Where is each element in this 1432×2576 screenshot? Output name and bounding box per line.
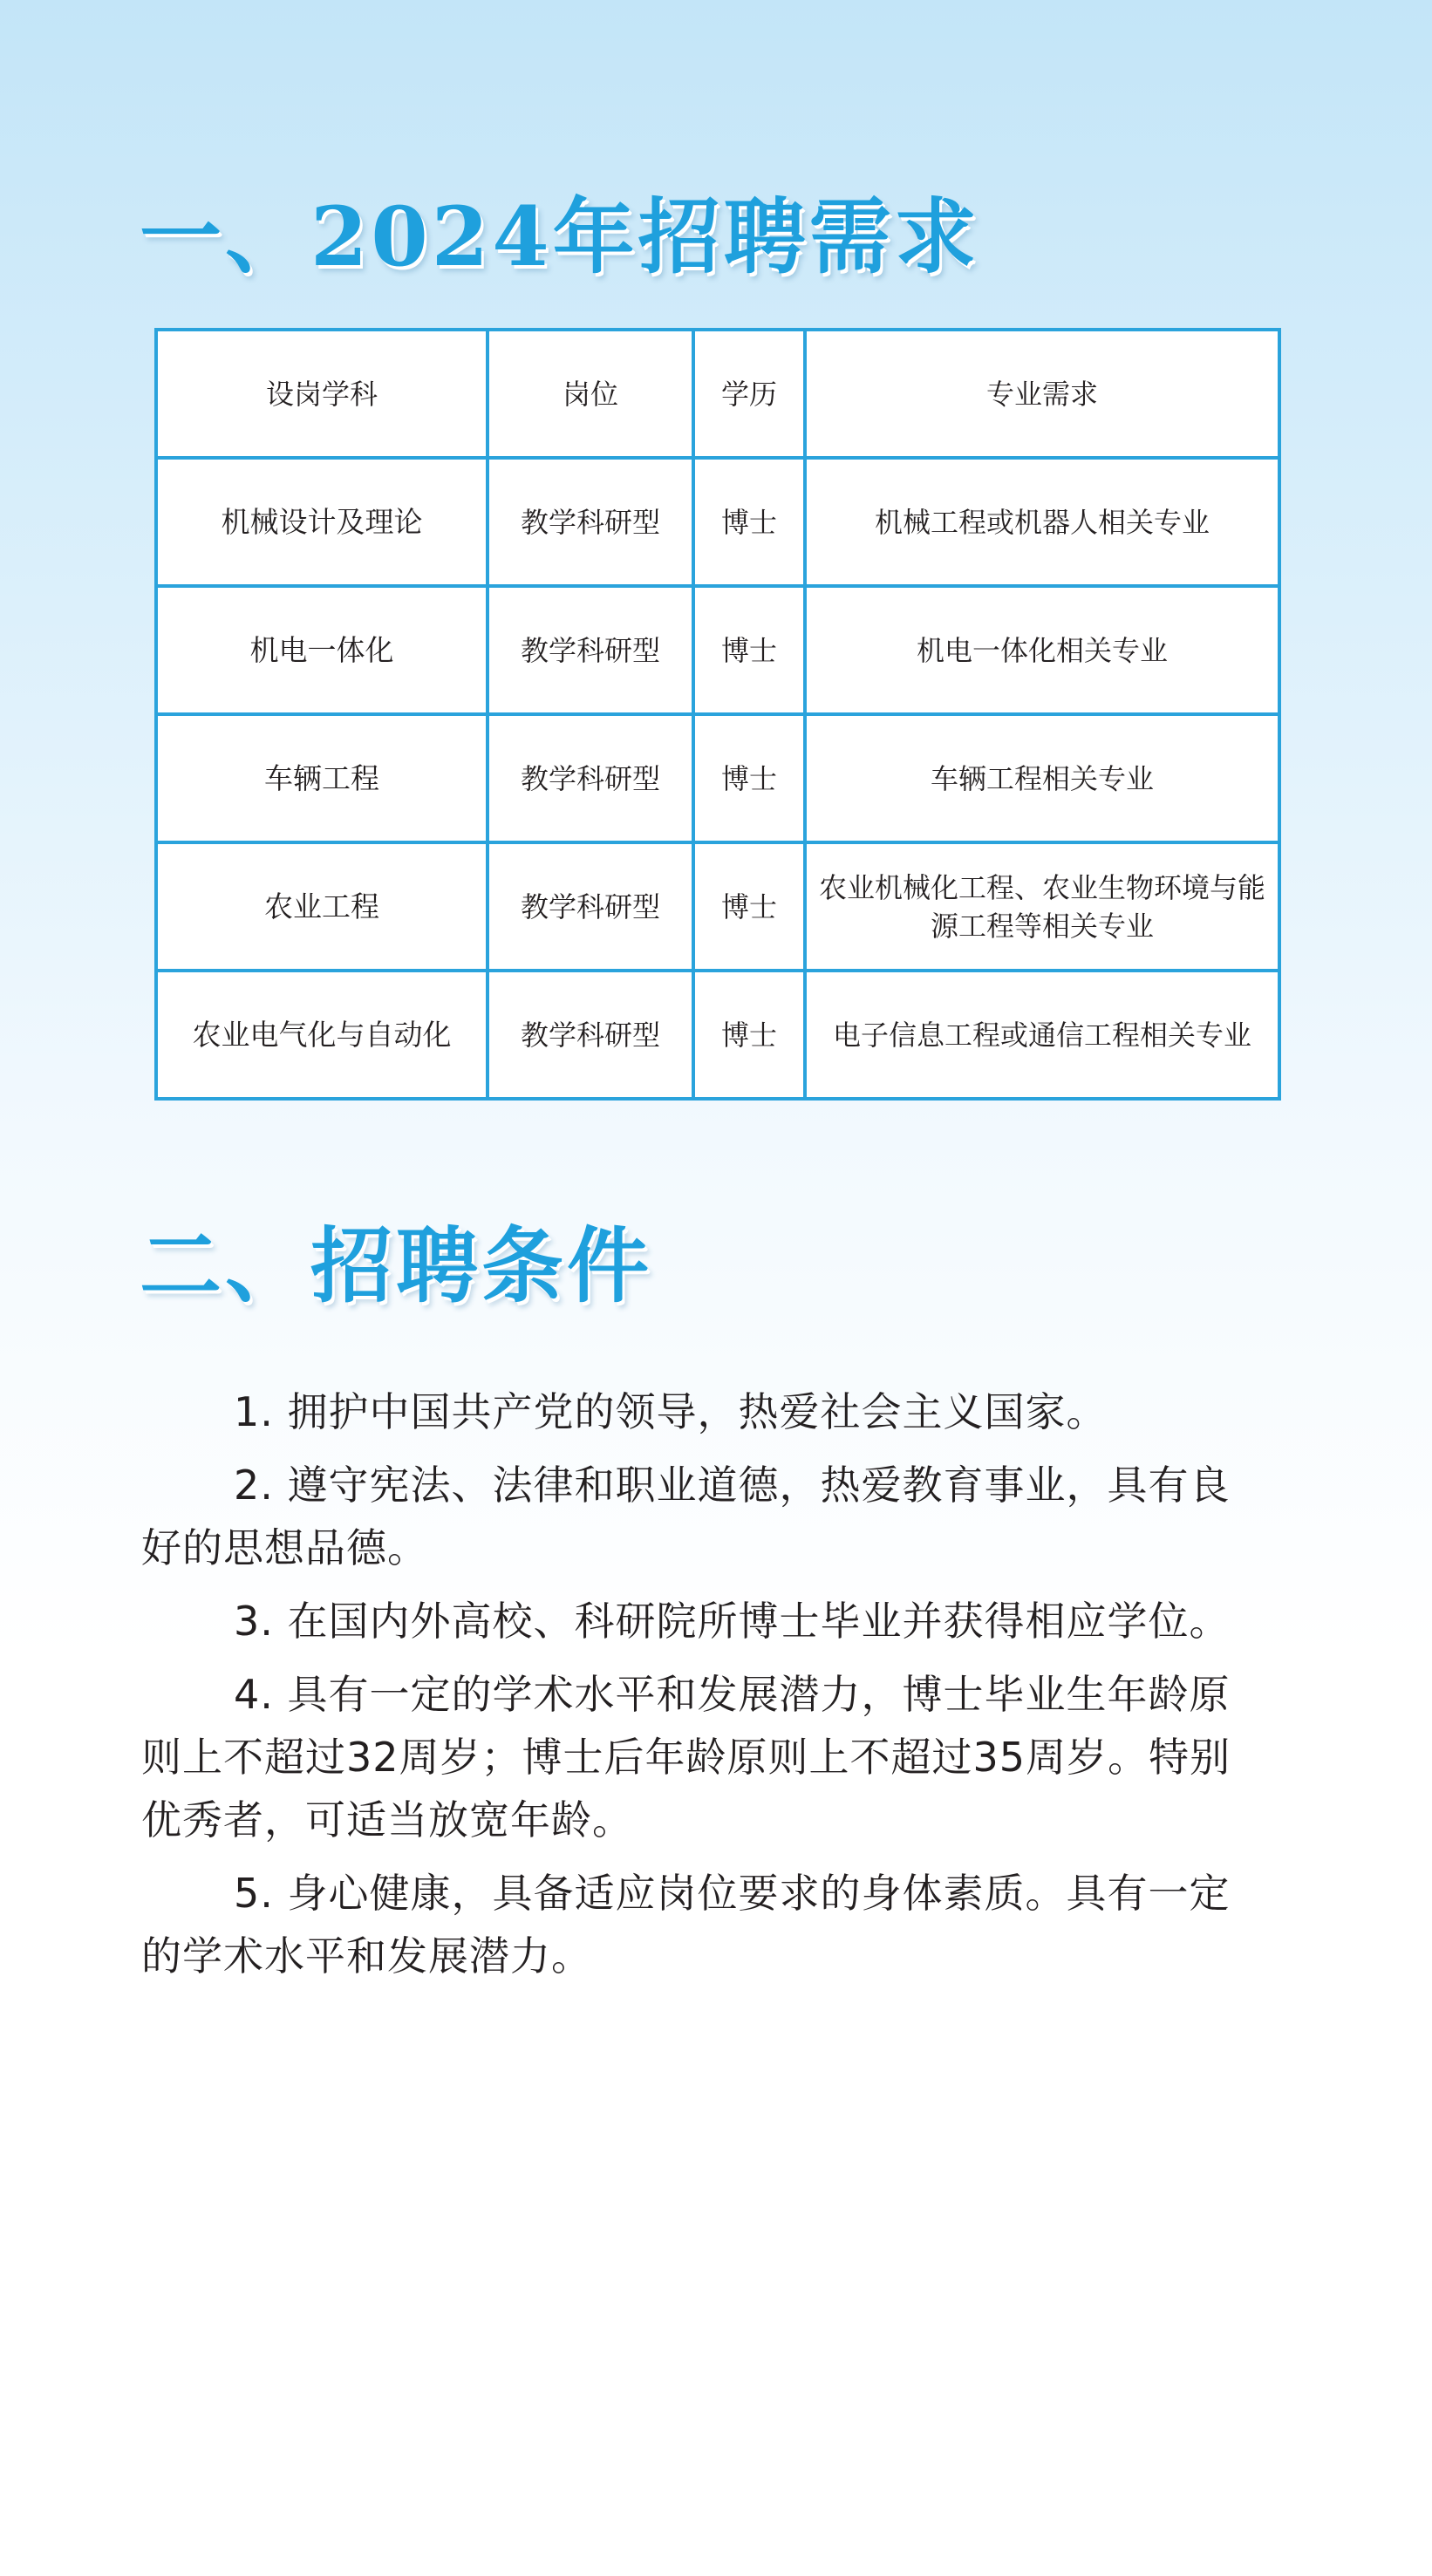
cell-major: 车辆工程相关专业 (805, 714, 1279, 842)
cell-major: 机械工程或机器人相关专业 (805, 458, 1279, 586)
condition-item: 1. 拥护中国共产党的领导，热爱社会主义国家。 (234, 1388, 1108, 1435)
recruitment-demand-table (154, 328, 1281, 1101)
cell-major: 农业机械化工程、农业生物环境与能源工程等相关专业 (805, 842, 1279, 971)
header-position: 岗位 (488, 330, 693, 458)
condition-item: 4. 具有一定的学术水平和发展潜力，博士毕业生年龄原则上不超过32周岁；博士后年龄原则上不超过35周岁。特别优秀者，可适当放宽年龄。 (141, 1671, 1231, 1843)
cell-position: 教学科研型 (488, 714, 693, 842)
condition-item: 2. 遵守宪法、法律和职业道德，热爱教育事业，具有良好的思想品德。 (141, 1462, 1231, 1571)
table-row (156, 458, 1279, 586)
table-row (156, 714, 1279, 842)
cell-position: 教学科研型 (488, 458, 693, 586)
section-heading-recruitment-demand: 一、2024年招聘需求 (140, 189, 980, 285)
section-heading-recruitment-conditions: 二、招聘条件 (140, 1218, 653, 1314)
cell-degree: 博士 (693, 971, 805, 1099)
cell-position: 教学科研型 (488, 586, 693, 714)
cell-subject: 车辆工程 (156, 714, 488, 842)
cell-subject: 农业工程 (156, 842, 488, 971)
header-major: 专业需求 (805, 330, 1279, 458)
conditions-list (141, 1380, 1253, 1998)
cell-position: 教学科研型 (488, 842, 693, 971)
condition-item: 3. 在国内外高校、科研院所博士毕业并获得相应学位。 (234, 1598, 1231, 1645)
table-header-row (156, 330, 1279, 458)
cell-degree: 博士 (693, 586, 805, 714)
cell-subject: 农业电气化与自动化 (156, 971, 488, 1099)
cell-subject: 机电一体化 (156, 586, 488, 714)
table-row (156, 586, 1279, 714)
cell-degree: 博士 (693, 842, 805, 971)
table-row (156, 842, 1279, 971)
cell-major: 电子信息工程或通信工程相关专业 (805, 971, 1279, 1099)
cell-position: 教学科研型 (488, 971, 693, 1099)
cell-degree: 博士 (693, 458, 805, 586)
cell-degree: 博士 (693, 714, 805, 842)
cell-major: 机电一体化相关专业 (805, 586, 1279, 714)
cell-subject: 机械设计及理论 (156, 458, 488, 586)
table-row (156, 971, 1279, 1099)
header-degree: 学历 (693, 330, 805, 458)
condition-item: 5. 身心健康，具备适应岗位要求的身体素质。具有一定的学术水平和发展潜力。 (141, 1870, 1231, 1980)
header-subject: 设岗学科 (156, 330, 488, 458)
